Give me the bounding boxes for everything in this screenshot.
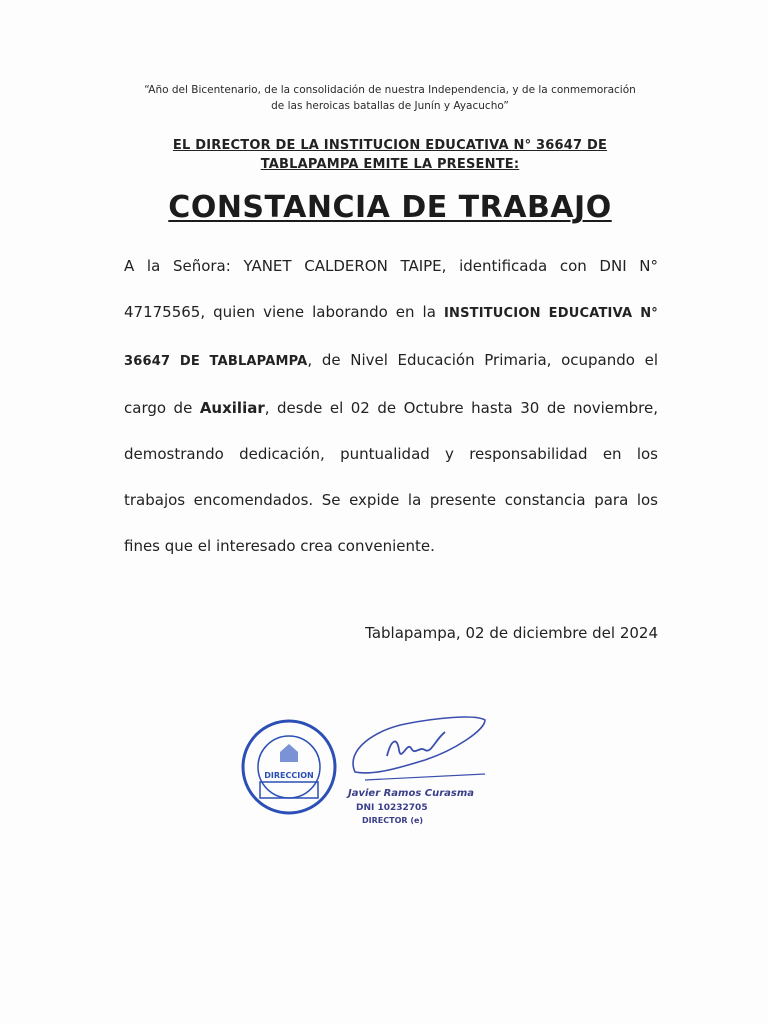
official-seal-icon — [240, 718, 338, 816]
seal-label: DIRECCION — [264, 771, 314, 780]
institution-name: INSTITUCION EDUCATIVA N° 36647 DE TABLAPAMPA — [124, 306, 658, 369]
motto-line-2: de las heroicas batallas de Junín y Ayacucho” — [271, 100, 509, 112]
year-motto — [110, 82, 670, 114]
certificate-body — [124, 243, 658, 569]
body-middle: , de Nivel Educación Primaria, ocupando el cargo de — [124, 351, 658, 417]
handwritten-signature-icon — [335, 710, 495, 790]
signer-role: DIRECTOR (e) — [362, 816, 424, 825]
body-intro: A la Señora: YANET CALDERON TAIPE, identificada con DNI N° 47175565, quien viene laborando en la — [124, 257, 658, 321]
emitter-line-1: EL DIRECTOR DE LA INSTITUCION EDUCATIVA N° 36647 DE — [172, 138, 608, 153]
signer-name: Javier Ramos Curasma — [348, 788, 475, 799]
document-title: CONSTANCIA DE TRABAJO — [168, 190, 612, 225]
motto-line-1: “Año del Bicentenario, de la consolidación de nuestra Independencia, y de la conmemoración — [144, 84, 636, 96]
signer-dni: DNI 10232705 — [356, 803, 428, 813]
emitter-heading — [120, 136, 660, 174]
job-role: Auxiliar — [199, 399, 265, 417]
signature-block — [240, 700, 510, 840]
body-end: , desde el 02 de Octubre hasta 30 de noviembre, demostrando dedicación, puntualidad y responsabilidad en los trabajos encomendados. Se expide la presente constancia para los fines que el interesado crea conveniente. — [124, 399, 659, 555]
place-date: Tablapampa, 02 de diciembre del 2024 — [365, 624, 658, 642]
emitter-line-2: TABLAPAMPA EMITE LA PRESENTE: — [260, 157, 520, 172]
